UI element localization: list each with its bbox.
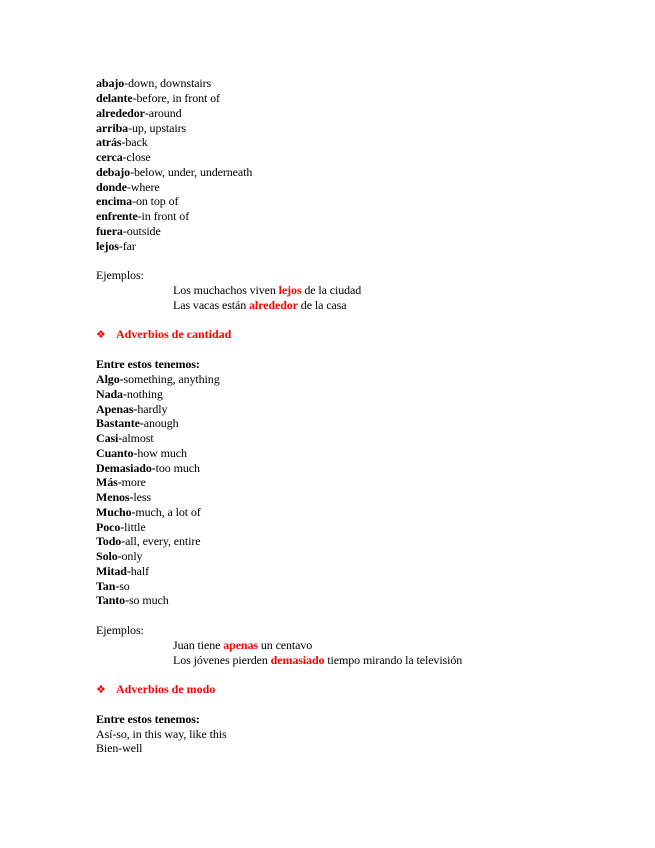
list-item: Más-more xyxy=(96,475,146,489)
list-item: Algo-something, anything xyxy=(96,372,220,386)
list-item: Menos-less xyxy=(96,490,152,504)
list-item: enfrente-in front of xyxy=(96,209,190,223)
list-item: abajo-down, downstairs xyxy=(96,76,212,90)
list-item: Mucho-much, a lot of xyxy=(96,505,201,519)
list-item: delante-before, in front of xyxy=(96,91,220,105)
diamond-bullet-icon: ❖ xyxy=(96,683,106,696)
list-item: alrededor-around xyxy=(96,106,182,120)
example-sentence: Los jóvenes pierden demasiado tiempo mirando la televisión xyxy=(173,653,463,667)
list-item: Tan-so xyxy=(96,579,130,593)
list-item: cerca-close xyxy=(96,150,151,164)
list-item: Solo-only xyxy=(96,549,143,563)
list-item: Nada-nothing xyxy=(96,387,163,401)
list-item: Cuanto-how much xyxy=(96,446,187,460)
diamond-bullet-icon: ❖ xyxy=(96,328,106,341)
example-sentence: Juan tiene apenas un centavo xyxy=(173,638,313,652)
list-item: Todo-all, every, entire xyxy=(96,534,201,548)
list-item: lejos-far xyxy=(96,239,136,253)
list-item: Tanto-so much xyxy=(96,593,169,607)
list-item: Demasiado-too much xyxy=(96,461,200,475)
list-item: Apenas-hardly xyxy=(96,402,168,416)
section-heading-cantidad: Adverbios de cantidad xyxy=(116,327,232,341)
list-item: debajo-below, under, underneath xyxy=(96,165,253,179)
list-item: Bien-well xyxy=(96,741,143,755)
section-intro: Entre estos tenemos: xyxy=(96,712,200,726)
section-heading-modo: Adverbios de modo xyxy=(116,682,216,696)
examples-label: Ejemplos: xyxy=(96,623,144,637)
list-item: encima-on top of xyxy=(96,194,179,208)
list-item: Así-so, in this way, like this xyxy=(96,727,227,741)
examples-label: Ejemplos: xyxy=(96,268,144,282)
list-item: atrás-back xyxy=(96,135,148,149)
example-sentence: Los muchachos viven lejos de la ciudad xyxy=(173,283,362,297)
list-item: Poco-little xyxy=(96,520,146,534)
list-item: Casi-almost xyxy=(96,431,154,445)
list-item: donde-where xyxy=(96,180,160,194)
example-sentence: Las vacas están alrededor de la casa xyxy=(173,298,347,312)
list-item: Bastante-anough xyxy=(96,416,179,430)
list-item: arriba-up, upstairs xyxy=(96,121,187,135)
list-item: Mitad-half xyxy=(96,564,149,578)
list-item: fuera-outside xyxy=(96,224,161,238)
section-intro: Entre estos tenemos: xyxy=(96,357,200,371)
